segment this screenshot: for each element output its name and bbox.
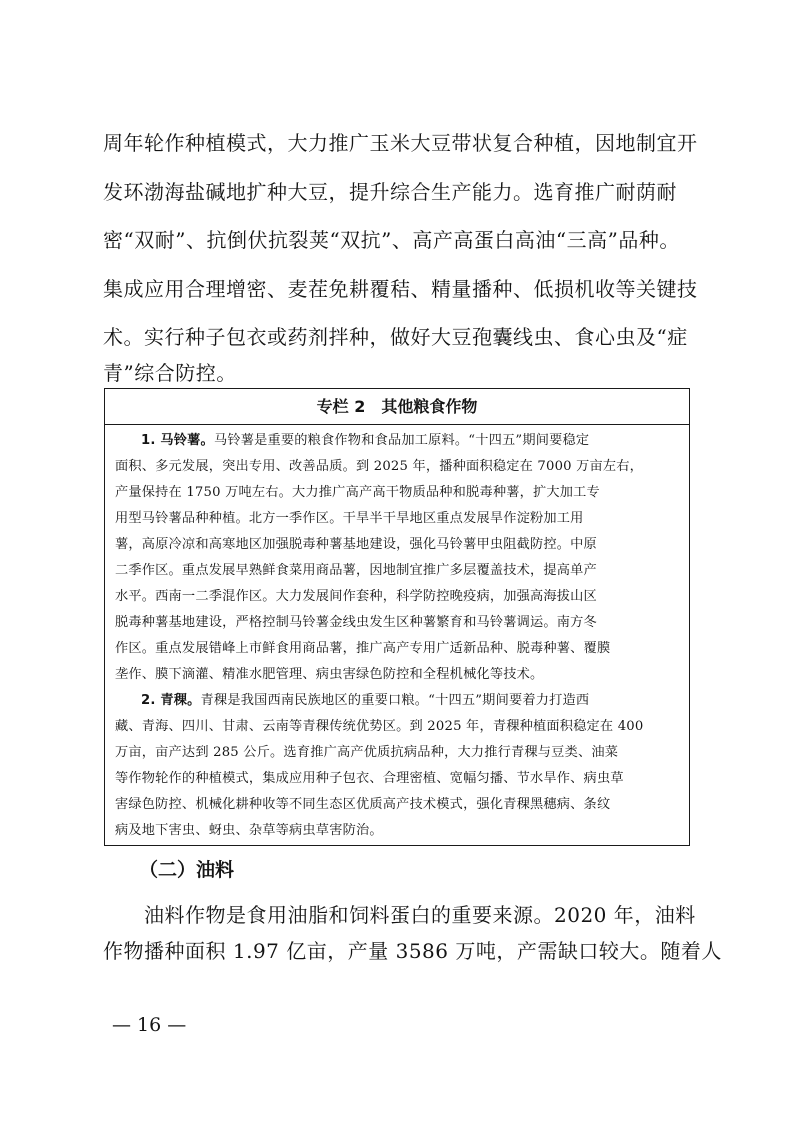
- intro-line-5: 术。实行种子包衣或药剂拌种，做好大豆孢囊线虫、食心虫及“症: [103, 325, 688, 349]
- intro-line-4: 集成应用合理增密、麦茬免耕覆秸、精量播种、低损机收等关键技: [103, 277, 698, 301]
- section-heading: （二）油料: [139, 859, 235, 881]
- item-1-text: 马铃薯是重要的粮食作物和食品加工原料。“十四五”期间要稳定: [213, 433, 590, 448]
- box-item-2-line-3: 万亩，亩产达到 285 公斤。选育推广高产优质抗病品种，大力推行青稞与豆类、油菜: [115, 745, 619, 760]
- item-2-text: 青稞是我国西南民族地区的重要口粮。“十四五”期间要着力打造西: [200, 693, 590, 708]
- box-item-2-line-2: 藏、青海、四川、甘肃、云南等青稞传统优势区。到 2025 年，青稞种植面积稳定在 400: [115, 719, 644, 734]
- item-2-heading: 2. 青稞。: [141, 693, 201, 708]
- box-item-1-line-7: 水平。西南一二季混作区。大力发展间作套种，科学防控晚疫病，加强高海拔山区: [115, 589, 597, 604]
- box-item-1-line-6: 二季作区。重点发展早熟鲜食菜用商品薯，因地制宜推广多层覆盖技术，提高单产: [115, 563, 597, 578]
- item-1-heading: 1. 马铃薯。: [141, 433, 214, 448]
- page-number: — 16 —: [112, 1014, 187, 1036]
- box-item-2-line-4: 等作物轮作的种植模式，集成应用种子包衣、合理密植、宽幅匀播、节水旱作、病虫草: [115, 771, 624, 786]
- box-item-1-line-10: 垄作、膜下滴灌、精准水肥管理、病虫害绿色防控和全程机械化等技术。: [115, 667, 544, 682]
- box-item-1-line-5: 薯，高原冷凉和高寒地区加强脱毒种薯基地建设，强化马铃薯甲虫阻截防控。中原: [115, 537, 597, 552]
- outro-line-1: 油料作物是食用油脂和饲料蛋白的重要来源。2020 年，油料: [103, 903, 696, 927]
- box-title: 专栏 2 其他粮食作物: [105, 389, 689, 425]
- outro-line-2: 作物播种面积 1.97 亿亩，产量 3586 万吨，产需缺口较大。随着人: [103, 939, 722, 963]
- box-item-2-line-6: 病及地下害虫、蚜虫、杂草等病虫草害防治。: [115, 823, 383, 838]
- sidebar-box: [104, 388, 690, 846]
- intro-line-6: 青”综合防控。: [103, 361, 237, 385]
- box-item-1-line-1: [141, 433, 681, 449]
- box-item-2-line-1: [141, 693, 681, 709]
- box-item-1-line-4: 用型马铃薯品种种植。北方一季作区。干旱半干旱地区重点发展旱作淀粉加工用: [115, 511, 584, 526]
- intro-line-2: 发环渤海盐碱地扩种大豆，提升综合生产能力。选育推广耐荫耐: [103, 180, 677, 204]
- intro-line-3: 密“双耐”、抗倒伏抗裂荚“双抗”、高产高蛋白高油“三高”品种。: [103, 228, 680, 252]
- box-item-2-line-5: 害绿色防控、机械化耕种收等不同生态区优质高产技术模式，强化青稞黑穗病、条纹: [115, 797, 611, 812]
- box-item-1-line-9: 作区。重点发展错峰上市鲜食用商品薯，推广高产专用广适新品种、脱毒种薯、覆膜: [115, 641, 611, 656]
- box-item-1-line-8: 脱毒种薯基地建设，严格控制马铃薯金线虫发生区种薯繁育和马铃薯调运。南方冬: [115, 615, 597, 630]
- box-item-1-line-3: 产量保持在 1750 万吨左右。大力推广高产高干物质品种和脱毒种薯，扩大加工专: [115, 485, 600, 500]
- intro-line-1: 周年轮作种植模式，大力推广玉米大豆带状复合种植，因地制宜开: [103, 131, 698, 155]
- box-item-1-line-2: 面积、多元发展，突出专用、改善品质。到 2025 年，播种面积稳定在 7000 万亩左右，: [115, 459, 644, 474]
